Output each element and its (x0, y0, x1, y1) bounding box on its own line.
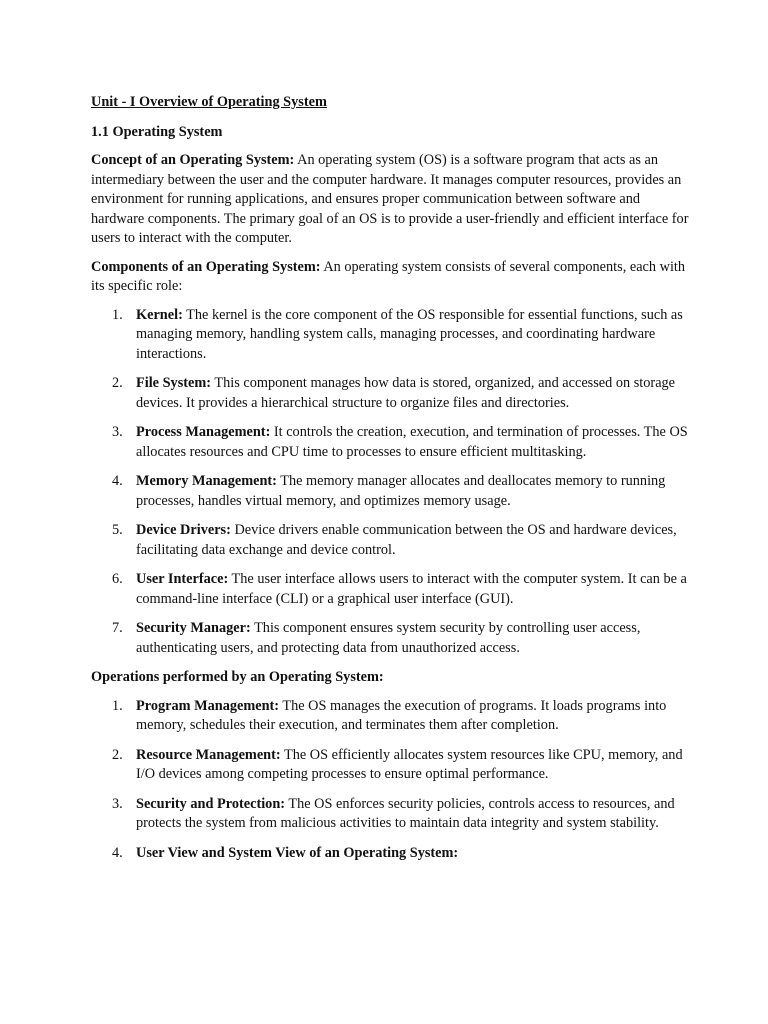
list-item-label: User View and System View of an Operating System: (136, 844, 459, 861)
list-item (91, 619, 691, 658)
unit-title: Unit - I Overview of Operating System (91, 94, 327, 110)
list-item-label: Program Management: (136, 697, 280, 714)
list-item-label: Device Drivers: (136, 522, 231, 538)
list-item (91, 570, 691, 609)
list-item-label: Kernel: (136, 306, 183, 323)
components-list (91, 306, 691, 659)
operations-heading: Operations performed by an Operating System: (91, 669, 384, 685)
list-item-number: 6. (112, 571, 123, 587)
components-paragraph (91, 258, 691, 297)
concept-paragraph (91, 151, 691, 249)
concept-label: Concept of an Operating System: (91, 152, 295, 168)
list-item-text: The OS enforces security policies, controls access to resources, and protects the system from malicious activities to maintain data integrity and system stability. (136, 795, 675, 831)
list-item (91, 306, 691, 365)
list-item (91, 795, 691, 834)
list-item-text: The kernel is the core component of the OS responsible for essential functions, such as managing memory, handling system calls, managing processes, and coordinating hardware interactions. (136, 306, 683, 362)
list-item-text: The OS efficiently allocates system resources like CPU, memory, and I/O devices among competing processes to ensure optimal performance. (136, 746, 683, 782)
operations-list (91, 697, 691, 864)
list-item-number: 7. (112, 620, 123, 636)
list-item-label: Memory Management: (136, 473, 277, 489)
list-item-text: It controls the creation, execution, and termination of processes. The OS allocates resources and CPU time to processes to ensure efficient multitasking. (136, 424, 688, 460)
components-text: An operating system consists of several components, each with its specific role: (91, 258, 686, 294)
document-page (91, 93, 691, 873)
list-item-label: User Interface: (136, 571, 229, 587)
list-item (91, 521, 691, 560)
list-item-number: 2. (112, 746, 123, 763)
list-item (91, 472, 691, 511)
list-item-text: Device drivers enable communication between the OS and hardware devices, facilitating data exchange and device control. (136, 522, 677, 558)
list-item-number: 3. (112, 424, 123, 440)
components-label: Components of an Operating System: (91, 258, 321, 275)
list-item-text: This component ensures system security by controlling user access, authenticating users, and protecting data from unauthorized access. (136, 620, 641, 656)
list-item (91, 746, 691, 785)
list-item-text: This component manages how data is stored, organized, and accessed on storage devices. It provides a hierarchical structure to organize files and directories. (136, 375, 676, 411)
list-item-number: 1. (112, 306, 123, 323)
list-item-label: Security and Protection: (136, 795, 286, 812)
list-item-number: 1. (112, 697, 123, 714)
list-item-number: 4. (112, 844, 123, 861)
list-item-number: 2. (112, 375, 123, 391)
list-item-text: The OS manages the execution of programs. It loads programs into memory, schedules their execution, and terminates them after completion. (136, 697, 667, 733)
list-item-number: 4. (112, 473, 123, 489)
list-item-text: The user interface allows users to interact with the computer system. It can be a command-line interface (CLI) or a graphical user interface (GUI). (136, 571, 687, 607)
list-item-label: File System: (136, 375, 212, 391)
list-item-label: Security Manager: (136, 620, 251, 636)
section-title: 1.1 Operating System (91, 123, 223, 140)
list-item (91, 423, 691, 462)
list-item-number: 3. (112, 795, 123, 812)
list-item (91, 844, 691, 864)
list-item-label: Resource Management: (136, 746, 281, 763)
list-item (91, 374, 691, 413)
list-item (91, 697, 691, 736)
list-item-text: The memory manager allocates and deallocates memory to running processes, handles virtual memory, and optimizes memory usage. (136, 473, 666, 509)
list-item-label: Process Management: (136, 424, 271, 440)
concept-text: An operating system (OS) is a software program that acts as an intermediary between the user and the computer hardware. It manages computer resources, provides an environment for running applications, and ensures proper communication between software and hardware components. The primary goal of an OS is to provide a user-friendly and efficient interface for users to interact with the computer. (91, 152, 689, 246)
list-item-number: 5. (112, 522, 123, 538)
